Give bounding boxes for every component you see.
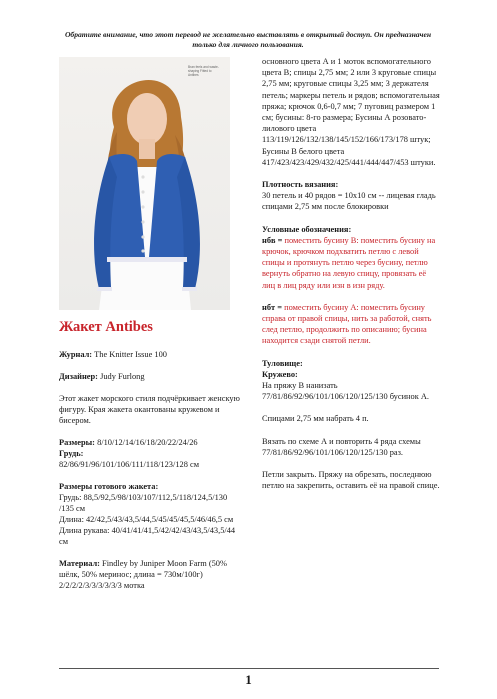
designer-line [59,371,242,382]
sizes-block [59,437,242,470]
lace-label: Кружево: [262,369,298,379]
body-label: Туловище: [262,358,303,368]
material-label: Материал: [59,559,100,568]
finished-sleeve: Длина рукава: 40/41/41/41,5/42/42/43/43,5/43,5/44 см [59,526,236,546]
nbv-label: нбв = [262,235,283,245]
finished-length: Длина: 42/42,5/43/43,5/44,5/45/45/45,5/46/46,5 см [59,515,234,524]
cast-on-text: Спицами 2,75 мм набрать 4 п. [262,414,369,424]
footer-divider [59,668,439,669]
density-value: 30 петель и 40 рядов = 10х10 см -- лицевая гладь спицами 2,75 мм после блокировки [262,191,436,212]
nbt-label: нбт = [262,302,282,312]
pattern-text: Вязать по схеме А и повторить 4 ряда схемы 77/81/86/92/96/101/106/120/125/130 раз. [262,436,421,457]
left-column [59,318,242,602]
photo-caption: Bran feels and waste-shaping Fitted to Antibes [188,65,219,77]
sizes-label: Размеры: [59,438,95,447]
legend-label: Условные обозначения: [262,224,352,234]
material-line [59,558,242,591]
nbv-text: поместить бусину В: поместить бусину на крючок, крючком подхватить петлю с левой спицы и протянуть петлю через бусину, петлю вернуть обратно на левую спицу, провязать её лиц в лиц ряду или изн в изн ряду. [262,235,436,290]
journal-line [59,349,242,360]
nbt-text: поместить бусину А: поместить бусину справа от правой спицы, нить за работой, снять след петлю, продолжить по описанию; бусина находится сзади снятой петли. [262,302,432,346]
finished-chest: Грудь: 88,5/92,5/98/103/107/112,5/118/124,5/130 /135 см [59,493,228,513]
bind-off-text: Петли закрыть. Пряжу на обрезать, последнюю петлю на закрепить, оставить её на правой спице. [262,470,440,491]
material-value: Findley by Juniper Moon Farm (50% шёлк, 50% меринос; длина = 730м/100г) 2/2/2/2/3/3/3/3/3/3 мотка [59,559,227,590]
density-block [262,179,440,213]
right-column [262,56,440,503]
page-title: Жакет Antibes [59,319,153,335]
sizes-value: 8/10/12/14/16/18/20/22/24/26 [94,438,198,447]
finished-label: Размеры готового жакета: [59,482,159,491]
designer-label: Дизайнер: [59,372,98,381]
journal-label: Журнал: [59,350,93,359]
page-number: 1 [245,672,252,687]
finished-block [59,481,242,547]
lace-text: На пряжу В нанизать 77/81/86/92/96/101/106/120/125/130 бусинок А. [262,381,430,402]
legend-nbv [262,224,440,291]
notice: Обратите внимание, что этот перевод не желательно выставлять в открытый доступ. Он предназначен только для личного пользования. [64,30,432,49]
designer-value: Judy Furlong [97,372,145,381]
materials-continued: основного цвета А и 1 моток вспомогательного цвета В; спицы 2,75 мм; 2 или 3 круговые спицы 2,75 мм; круговые спицы 3,25 мм; 3 держателя петель; маркеры петель и рядов; вспомогательная пряжа; крючок 0,6-0,7 мм; 7 пуговиц размером 1 см; бусины: 8-го размера; Бусины А розовато-лилового цвета 113/119/126/132/138/145/152/166/173/178 штук; Бусины В белого цвета 417/423/423/429/432/425/441/444/447/453 штуки. [262,57,440,167]
density-label: Плотность вязания: [262,180,339,190]
legend-nbt [262,302,440,347]
body-lace-block [262,358,440,403]
journal-value: The Knitter Issue 100 [92,350,167,359]
cardigan-photo [59,57,230,310]
chest-value: 82/86/91/96/101/106/111/118/123/128 см [59,460,199,469]
model-illustration [59,57,230,310]
chest-label: Грудь: [59,449,84,458]
intro-text: Этот жакет морского стиля подчёркивает женскую фигуру. Края жакета окантованы кружевом и бисером. [59,394,240,425]
